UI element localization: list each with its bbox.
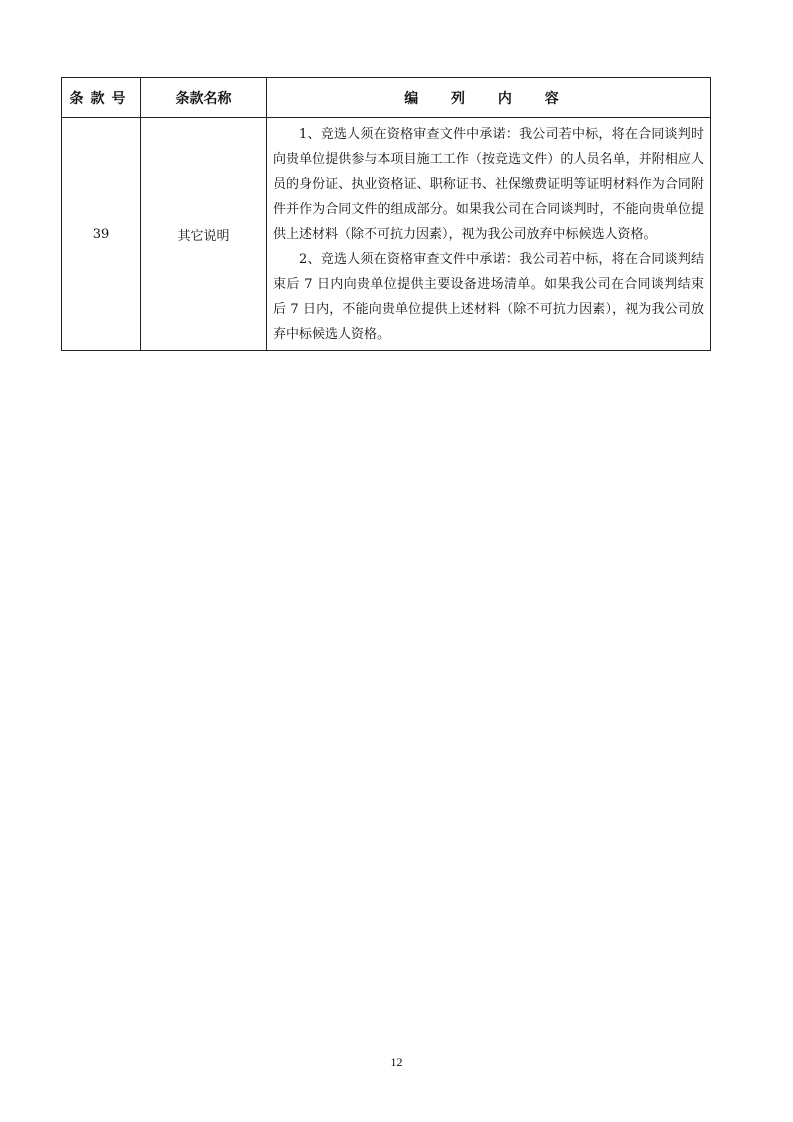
content-paragraph-1: 1、竞选人须在资格审查文件中承诺：我公司若中标，将在合同谈判时向贵单位提供参与本项目施工工作（按竞选文件）的人员名单，并附相应人员的身份证、执业资格证、职称证书、社保缴费证明等证明材料作为合同附件并作为合同文件的组成部分。如果我公司在合同谈判时，不能向贵单位提供上述材料（除不可抗力因素），视为我公司放弃中标候选人资格。 — [273, 127, 704, 242]
clause-number-cell: 39 — [62, 118, 141, 351]
table-row — [62, 118, 711, 351]
clause-table — [61, 77, 711, 351]
header-clause-name: 条款名称 — [141, 78, 267, 118]
page-number: 12 — [390, 1055, 403, 1069]
table-header-row — [62, 78, 711, 118]
header-clause-no: 条款号 — [62, 78, 141, 118]
clause-content-cell — [267, 118, 711, 351]
clause-name-cell: 其它说明 — [141, 118, 267, 351]
content-paragraph-2: 2、竞选人须在资格审查文件中承诺：我公司若中标，将在合同谈判结束后 7 日内向贵单位提供主要设备进场清单。如果我公司在合同谈判结束后 7 日内，不能向贵单位提供上述材料（除不可抗力因素），视为我公司放弃中标候选人资格。 — [273, 252, 704, 342]
header-content: 编 列 内 容 — [267, 78, 711, 118]
